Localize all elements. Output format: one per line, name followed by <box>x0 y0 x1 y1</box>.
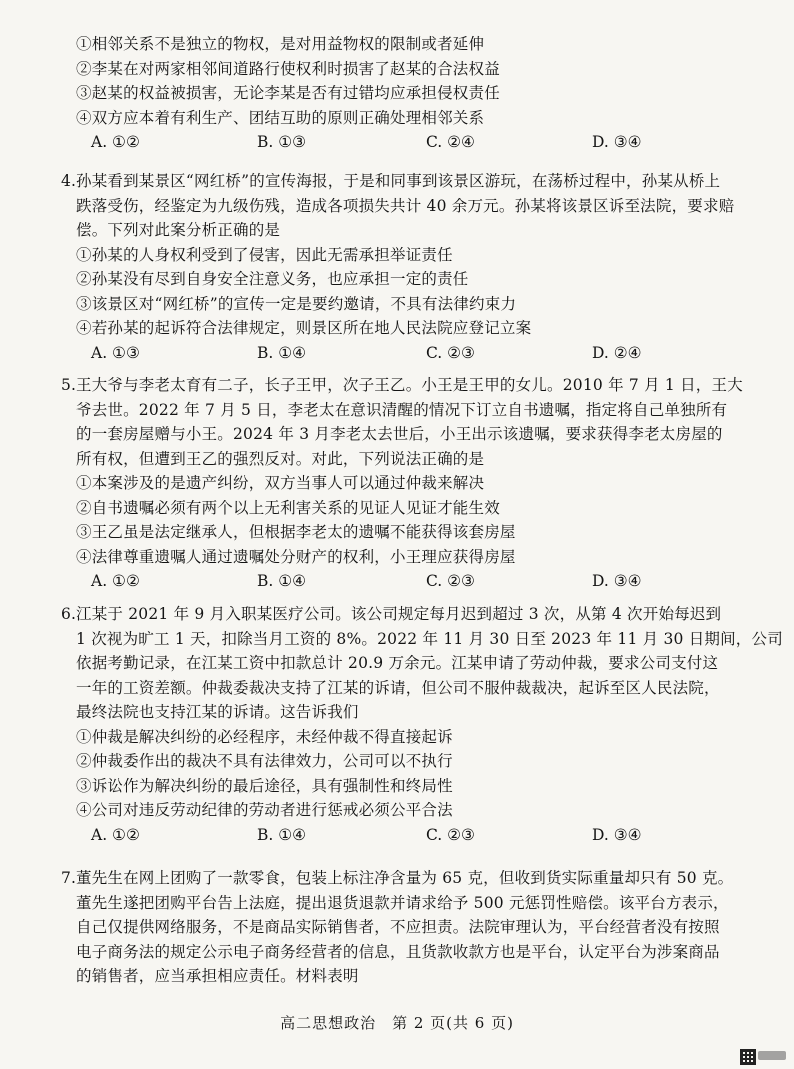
q6-option-d: D. ③④ <box>592 825 642 844</box>
question-4 <box>61 169 776 365</box>
q6-item-4: ④公司对违反劳动纪律的劳动者进行惩戒必须公平合法 <box>76 801 453 819</box>
q5-item-3: ③王乙虽是法定继承人，但根据李老太的遗嘱不能获得该套房屋 <box>76 523 516 541</box>
q7-number: 7. <box>61 869 77 887</box>
q5-option-a: A. ①② <box>91 572 140 590</box>
q5-option-d: D. ③④ <box>592 572 642 590</box>
q6-item-1: ①仲裁是解决纠纷的必经程序，未经仲裁不得直接起诉 <box>76 727 453 746</box>
q7-stem-line: 的销售者，应当承担相应责任。材料表明 <box>76 967 359 985</box>
q7-stem-line: 电子商务法的规定公示电子商务经营者的信息，且货款收款方也是平台，认定平台为涉案商品 <box>76 942 720 961</box>
q7-stem-line: 自己仅提供网络服务，不是商品实际销售者，不应担责。法院审理认为，平台经营者没有按照 <box>76 918 720 936</box>
q3-continuation <box>76 32 776 155</box>
q5-stem-line: 爷去世。2022 年 7 月 5 日，李老太在意识清醒的情况下订立自书遗嘱，指定将自己单独所有 <box>76 400 728 419</box>
q4-item-2: ②孙某没有尽到自身安全注意义务，也应承担一定的责任 <box>76 270 469 288</box>
q5-item-4: ④法律尊重遗嘱人通过遗嘱处分财产的权利，小王理应获得房屋 <box>76 547 516 566</box>
q6-item-2: ②仲裁委作出的裁决不具有法律效力，公司可以不执行 <box>76 752 453 770</box>
q6-stem-line: 1 次视为旷工 1 天，扣除当月工资的 8%。2022 年 11 月 30 日至 2023 年 11 月 30 日期间，公司 <box>76 629 783 648</box>
q6-option-c: C. ②③ <box>426 825 475 844</box>
q3-option-c: C. ②④ <box>426 133 475 151</box>
q4-stem-line: 偿。下列对此案分析正确的是 <box>76 221 281 239</box>
q4-item-1: ①孙某的人身权利受到了侵害，因此无需承担举证责任 <box>76 245 453 264</box>
q5-option-b: B. ①④ <box>257 572 307 590</box>
q5-options <box>76 569 776 594</box>
q6-stem-line: 最终法院也支持江某的诉请。这告诉我们 <box>76 703 359 721</box>
q6-stem-line: 一年的工资差额。仲裁委裁决支持了江某的诉请，但公司不服仲裁裁决，起诉至区人民法院， <box>76 678 720 697</box>
qr-code-icon <box>740 1049 756 1065</box>
q3-option-b: B. ①③ <box>257 133 307 151</box>
q4-item-3: ③该景区对“网红桥”的宣传一定是要约邀请，不具有法律约束力 <box>76 294 517 313</box>
q3-options <box>76 130 776 155</box>
q7-stem-line: 7. 董先生在网上团购了一款零食，包装上标注净含量为 65 克，但收到货实际重量却只有 50 克。 <box>76 866 776 891</box>
q5-item-2: ②自书遗嘱必须有两个以上无利害关系的见证人见证才能生效 <box>76 498 500 517</box>
question-6 <box>61 602 783 847</box>
q5-stem-line: 所有权，但遭到王乙的强烈反对。对此，下列说法正确的是 <box>76 449 485 468</box>
q3-item-4: ④双方应本着有利生产、团结互助的原则正确处理相邻关系 <box>76 108 485 127</box>
q3-item-2: ②李某在对两家相邻间道路行使权利时损害了赵某的合法权益 <box>76 59 500 78</box>
question-5 <box>61 373 776 594</box>
q4-item-4: ④若孙某的起诉符合法律规定，则景区所在地人民法院应登记立案 <box>76 319 532 337</box>
page-footer: 高二思想政治 第 2 页(共 6 页) <box>280 1014 514 1032</box>
q6-option-a: A. ①② <box>91 825 140 844</box>
q6-options <box>76 823 776 848</box>
q3-option-a: A. ①② <box>91 133 140 151</box>
q5-stem-line: 5. 王大爷与李老太育有二子，长子王甲，次子王乙。小王是王甲的女儿。2010 年 7 月 1 日，王大 <box>76 373 776 398</box>
q3-option-d: D. ③④ <box>592 133 642 151</box>
q3-item-1: ①相邻关系不是独立的物权，是对用益物权的限制或者延伸 <box>76 35 485 53</box>
q6-stem-line: 6. 江某于 2021 年 9 月入职某医疗公司。该公司规定每月迟到超过 3 次，从第 4 次开始每迟到 <box>76 602 776 627</box>
q4-option-b: B. ①④ <box>257 343 307 362</box>
watermark-logo-icon <box>758 1051 786 1060</box>
q4-option-c: C. ②③ <box>426 343 475 362</box>
question-7 <box>61 866 776 989</box>
q5-number: 5. <box>61 376 77 394</box>
q4-number: 4. <box>61 172 77 190</box>
q5-option-c: C. ②③ <box>426 572 475 590</box>
q6-item-3: ③诉讼作为解决纠纷的最后途径，具有强制性和终局性 <box>76 776 453 795</box>
q5-item-1: ①本案涉及的是遗产纠纷，双方当事人可以通过仲裁来解决 <box>76 474 485 492</box>
q6-option-b: B. ①④ <box>257 825 307 844</box>
q7-stem-line: 董先生遂把团购平台告上法庭，提出退货退款并请求给予 500 元惩罚性赔偿。该平台方表示， <box>76 893 729 912</box>
q6-stem-line: 依据考勤记录，在江某工资中扣款总计 20.9 万余元。江某申请了劳动仲裁，要求公司支付这 <box>76 654 719 672</box>
q4-option-d: D. ②④ <box>592 343 642 362</box>
q3-item-3: ③赵某的权益被损害，无论李某是否有过错均应承担侵权责任 <box>76 84 500 102</box>
q4-stem-line: 4. 孙某看到某景区“网红桥”的宣传海报，于是和同事到该景区游玩，在荡桥过程中，孙某从桥上 <box>76 169 776 194</box>
q6-number: 6. <box>61 605 77 623</box>
q5-stem-line: 的一套房屋赠与小王。2024 年 3 月李老太去世后，小王出示该遗嘱，要求获得李老太房屋的 <box>76 425 723 443</box>
q4-option-a: A. ①③ <box>91 343 140 362</box>
q4-stem-line: 跌落受伤，经鉴定为九级伤残，造成各项损失共计 40 余万元。孙某将该景区诉至法院，要求赔 <box>76 196 735 215</box>
q4-options <box>76 341 776 366</box>
